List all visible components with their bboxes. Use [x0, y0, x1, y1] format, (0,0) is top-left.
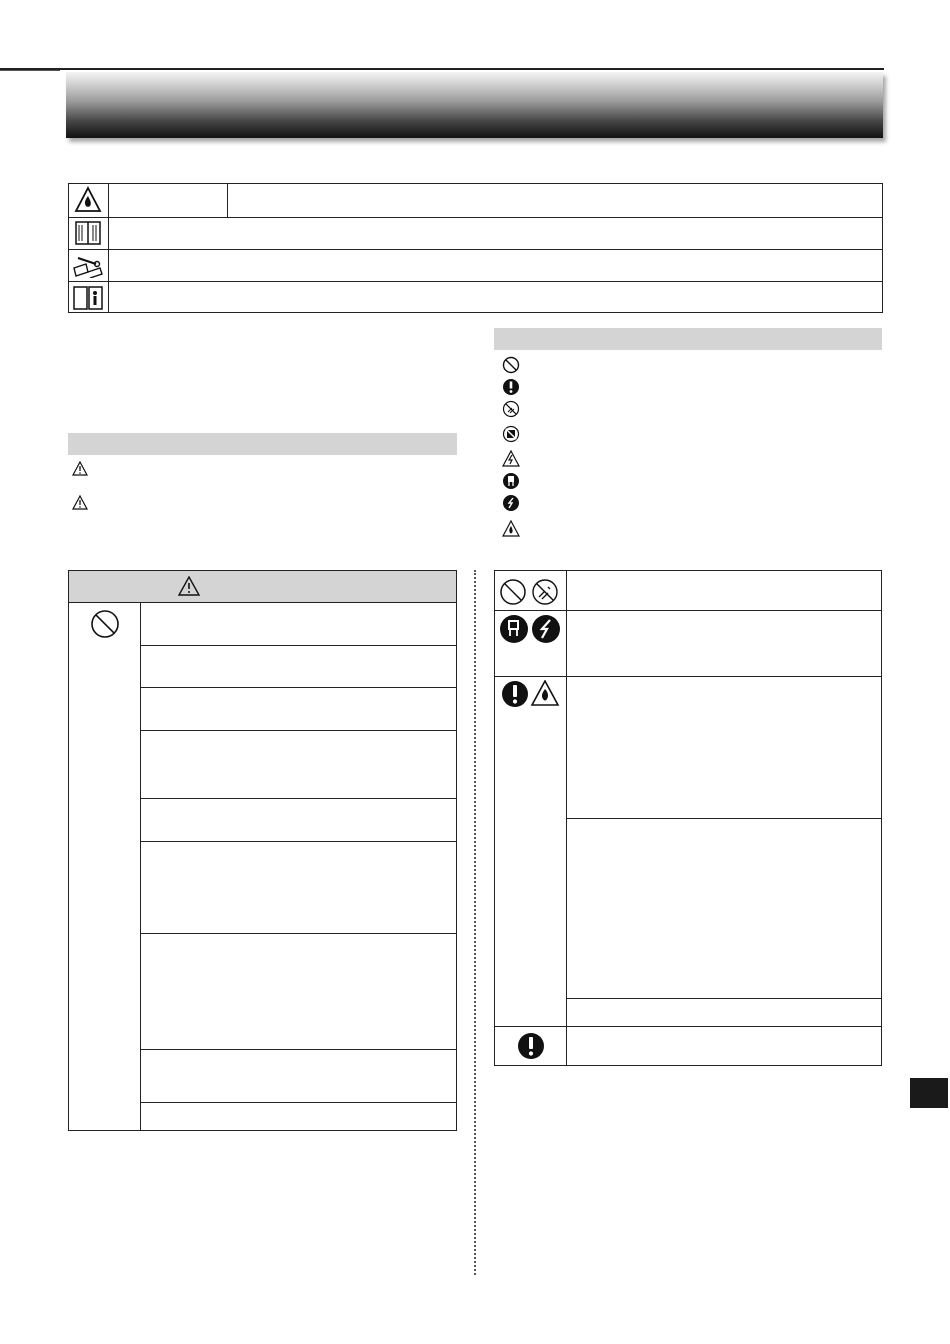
caution-triangle-icon — [72, 461, 88, 476]
symbol-legend-band — [494, 328, 882, 350]
read-manual-icon — [73, 219, 103, 247]
top-rule — [0, 68, 884, 70]
mandatory-exclamation-icon — [502, 378, 520, 396]
unplug-icon — [502, 472, 520, 490]
symbols-table-col2 — [227, 183, 228, 217]
fire-warning-icon — [502, 520, 520, 537]
prohibited-icon — [499, 578, 527, 606]
unplug-icon — [499, 614, 529, 644]
prohibited-icon — [502, 356, 520, 374]
page-section-tab — [910, 1078, 948, 1108]
no-wet-hands-icon — [502, 400, 520, 418]
column-divider — [474, 570, 476, 1275]
electric-shock-icon — [502, 450, 520, 467]
ground-earth-icon — [531, 614, 561, 644]
symbols-table-row — [68, 217, 883, 218]
warning-table-right-row — [494, 610, 882, 611]
warning-table-row — [140, 645, 457, 646]
signal-word-band — [68, 433, 457, 455]
warning-table-row — [140, 730, 457, 731]
warning-table-header — [69, 571, 456, 602]
warning-table-row — [140, 841, 457, 842]
symbols-table-row — [68, 249, 883, 250]
warning-table-right-row — [566, 998, 882, 999]
symbols-table — [68, 183, 883, 313]
warning-table-row — [140, 933, 457, 934]
caution-triangle-icon — [72, 495, 88, 510]
warning-table-row — [140, 687, 457, 688]
symbols-table-col — [108, 183, 109, 313]
warning-table-row — [140, 1102, 457, 1103]
no-wet-hands-icon — [531, 578, 559, 606]
warning-table-header-line — [68, 602, 457, 603]
warning-table-row — [140, 798, 457, 799]
fire-warning-icon — [531, 680, 559, 706]
warning-table-col — [140, 602, 141, 1131]
flammable-warning-icon — [74, 186, 102, 214]
top-rule-short — [0, 70, 60, 71]
ground-earth-icon — [502, 494, 520, 512]
warning-table-right-row — [494, 676, 882, 677]
warning-table-right-row — [494, 1026, 882, 1027]
warning-table-row — [140, 1049, 457, 1050]
warning-table — [68, 570, 457, 1131]
do-not-wet-icon — [502, 425, 520, 443]
warning-table-right-row — [566, 818, 882, 819]
service-manual-icon — [72, 252, 104, 278]
information-manual-icon — [72, 283, 104, 311]
caution-triangle-icon — [178, 576, 200, 596]
section-header-banner — [66, 72, 883, 138]
prohibited-icon — [90, 609, 120, 639]
mandatory-exclamation-icon — [501, 680, 529, 708]
mandatory-exclamation-icon — [517, 1032, 545, 1060]
symbols-table-row — [68, 281, 883, 282]
